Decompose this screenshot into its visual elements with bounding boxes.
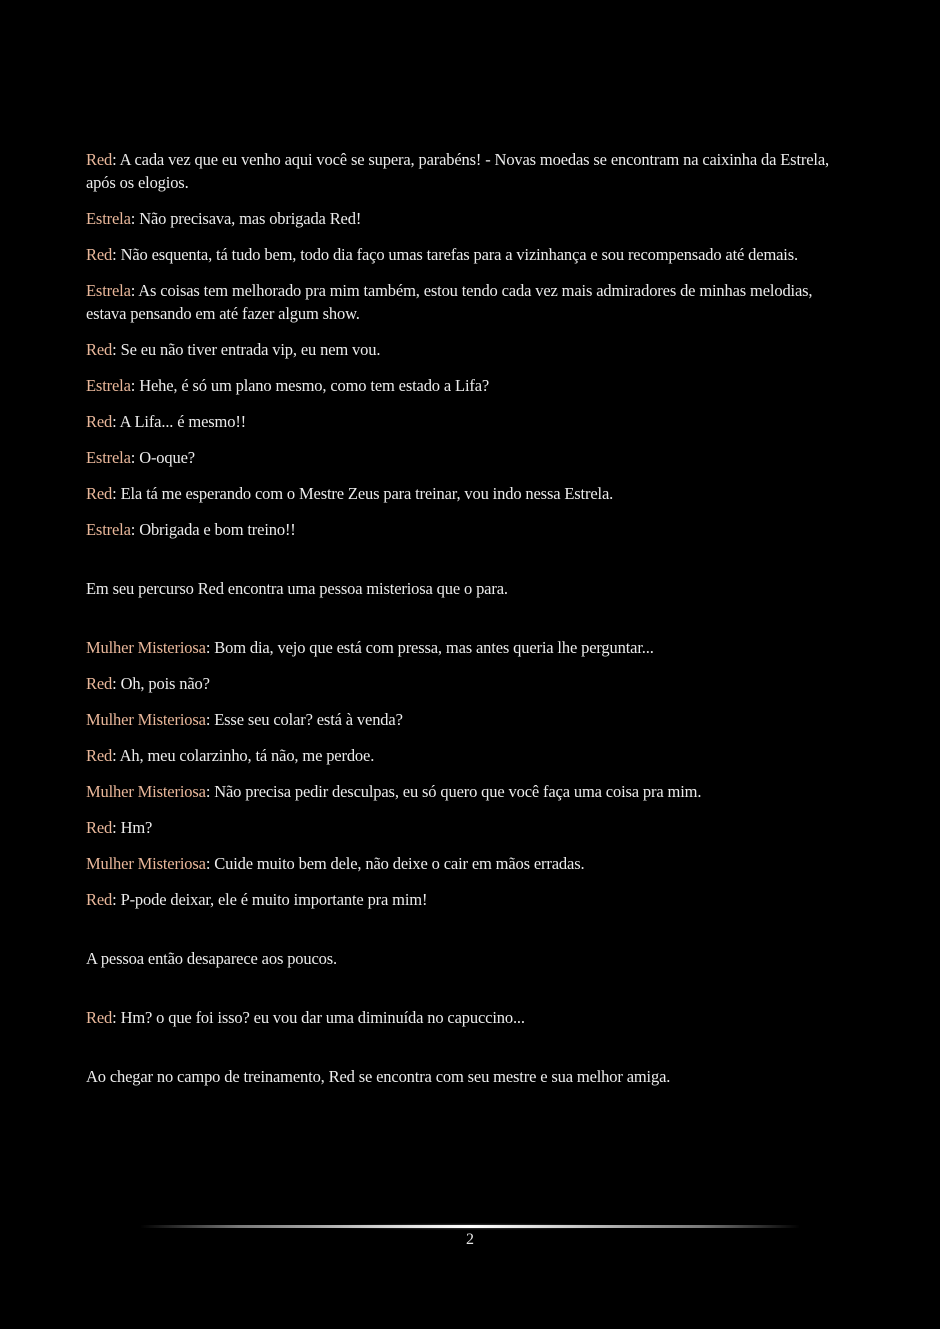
- dialogue-line: [86, 672, 856, 695]
- separator: :: [112, 1008, 121, 1027]
- dialogue-text: Cuide muito bem dele, não deixe o cair em mãos erradas.: [214, 854, 585, 873]
- speaker-name: Mulher Misteriosa: [86, 710, 206, 729]
- dialogue-line: [86, 744, 856, 767]
- separator: :: [130, 376, 140, 395]
- separator: :: [112, 674, 121, 693]
- dialogue-line: [86, 708, 856, 731]
- separator: :: [112, 412, 120, 431]
- separator: :: [112, 890, 121, 909]
- narration-text: Em seu percurso Red encontra uma pessoa misteriosa que o para.: [86, 579, 508, 598]
- dialogue-text: O-oque?: [139, 448, 195, 467]
- dialogue-line: [86, 482, 856, 505]
- dialogue-text: Obrigada e bom treino!!: [139, 520, 296, 539]
- dialogue-text: Não esquenta, tá tudo bem, todo dia faço umas tarefas para a vizinhança e sou recompensado até demais.: [120, 245, 798, 264]
- speaker-name: Red: [86, 340, 113, 359]
- dialogue-text: Hm? o que foi isso? eu vou dar uma diminuída no capuccino...: [120, 1008, 525, 1027]
- dialogue-text: Hehe, é só um plano mesmo, como tem estado a Lifa?: [139, 376, 490, 395]
- separator: :: [112, 818, 121, 837]
- dialogue-text: Bom dia, vejo que está com pressa, mas antes queria lhe perguntar...: [214, 638, 654, 657]
- document-body: [86, 148, 856, 1101]
- page-number: 2: [466, 1231, 474, 1248]
- speaker-name: Red: [86, 818, 113, 837]
- dialogue-line: [86, 888, 856, 911]
- speaker-name: Red: [86, 150, 113, 169]
- separator: :: [205, 710, 215, 729]
- narration: [86, 577, 856, 600]
- narration: [86, 947, 856, 970]
- separator: :: [112, 340, 121, 359]
- separator: :: [130, 448, 140, 467]
- separator: :: [130, 281, 139, 300]
- separator: :: [205, 854, 215, 873]
- speaker-name: Red: [86, 674, 113, 693]
- dialogue-text: As coisas tem melhorado pra mim também, estou tendo cada vez mais admiradores de minhas melodias, estava pensando em até fazer algum show.: [86, 281, 813, 323]
- speaker-name: Red: [86, 484, 113, 503]
- speaker-name: Mulher Misteriosa: [86, 854, 206, 873]
- dialogue-line: [86, 816, 856, 839]
- separator: :: [205, 782, 215, 801]
- speaker-name: Estrela: [86, 448, 131, 467]
- separator: :: [112, 484, 121, 503]
- dialogue-text: P-pode deixar, ele é muito importante pra mim!: [120, 890, 428, 909]
- dialogue-line: [86, 374, 856, 397]
- speaker-name: Red: [86, 412, 113, 431]
- separator: :: [130, 520, 140, 539]
- dialogue-text: Hm?: [120, 818, 153, 837]
- dialogue-text: A Lifa... é mesmo!!: [119, 412, 247, 431]
- dialogue-line: [86, 338, 856, 361]
- dialogue-text: Esse seu colar? está à venda?: [214, 710, 403, 729]
- dialogue-line: [86, 636, 856, 659]
- dialogue-line: [86, 243, 856, 266]
- separator: :: [130, 209, 140, 228]
- narration: [86, 1065, 856, 1088]
- dialogue-line: [86, 446, 856, 469]
- dialogue-text: Não precisa pedir desculpas, eu só quero que você faça uma coisa pra mim.: [214, 782, 702, 801]
- speaker-name: Red: [86, 1008, 113, 1027]
- separator: :: [112, 746, 120, 765]
- speaker-name: Red: [86, 245, 113, 264]
- dialogue-text: Oh, pois não?: [120, 674, 210, 693]
- dialogue-text: Se eu não tiver entrada vip, eu nem vou.: [120, 340, 381, 359]
- speaker-name: Estrela: [86, 209, 131, 228]
- speaker-name: Estrela: [86, 376, 131, 395]
- dialogue-line: [86, 410, 856, 433]
- dialogue-line: [86, 1006, 856, 1029]
- separator: :: [112, 245, 121, 264]
- speaker-name: Red: [86, 746, 113, 765]
- speaker-name: Mulher Misteriosa: [86, 638, 206, 657]
- narration-text: Ao chegar no campo de treinamento, Red se encontra com seu mestre e sua melhor amiga.: [86, 1067, 671, 1086]
- speaker-name: Estrela: [86, 520, 131, 539]
- separator: :: [112, 150, 120, 169]
- separator: :: [205, 638, 215, 657]
- speaker-name: Mulher Misteriosa: [86, 782, 206, 801]
- dialogue-line: [86, 279, 856, 325]
- dialogue-text: Ela tá me esperando com o Mestre Zeus para treinar, vou indo nessa Estrela.: [120, 484, 614, 503]
- dialogue-text: A cada vez que eu venho aqui você se supera, parabéns! - Novas moedas se encontram na caixinha da Estrela, após os elogios.: [86, 150, 829, 192]
- dialogue-text: Ah, meu colarzinho, tá não, me perdoe.: [119, 746, 375, 765]
- dialogue-line: [86, 207, 856, 230]
- dialogue-line: [86, 148, 856, 194]
- dialogue-line: [86, 518, 856, 541]
- dialogue-text: Não precisava, mas obrigada Red!: [139, 209, 362, 228]
- speaker-name: Red: [86, 890, 113, 909]
- footer-divider: [140, 1225, 800, 1228]
- narration-text: A pessoa então desaparece aos poucos.: [86, 949, 338, 968]
- speaker-name: Estrela: [86, 281, 131, 300]
- dialogue-line: [86, 852, 856, 875]
- dialogue-line: [86, 780, 856, 803]
